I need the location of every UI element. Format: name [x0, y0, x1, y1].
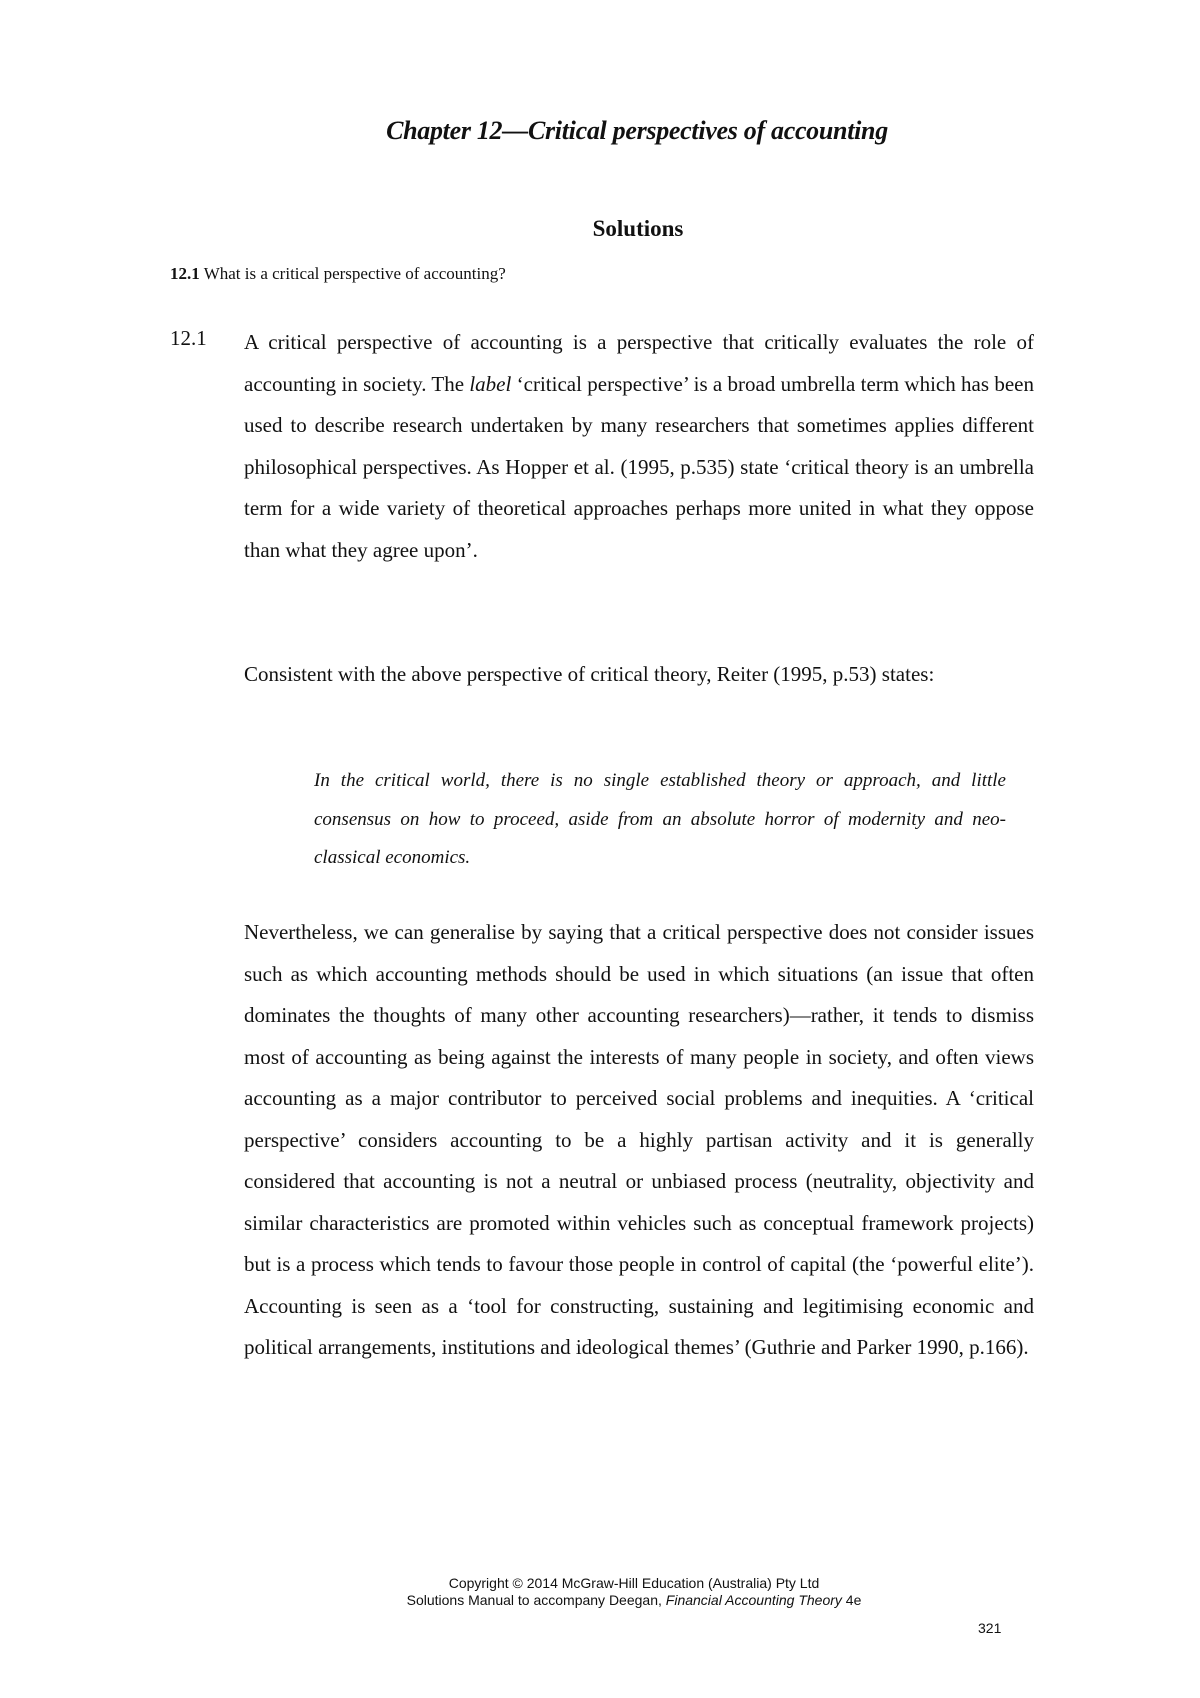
footer-manual-line [34, 1592, 1200, 1609]
footer-manual-suffix: 4e [841, 1592, 862, 1608]
page-footer [0, 1575, 1200, 1609]
page-number: 321 [978, 1620, 1002, 1636]
question-number: 12.1 [170, 264, 200, 283]
paragraph-1-start: A critical perspective of accounting is a perspective that critically evaluates the role of accounting in society. The [244, 330, 1034, 396]
answer-paragraph-2: Consistent with the above perspective of critical theory, Reiter (1995, p.53) states: [244, 662, 935, 686]
paragraph-1-italic-label: label [469, 371, 512, 396]
chapter-title: Chapter 12—Critical perspectives of accounting [386, 116, 888, 145]
answer-paragraph-3: Nevertheless, we can generalise by saying that a critical perspective does not consider issues such as which accounting methods should be used in which situations (an issue that often dominates the thoughts of many other accounting researchers)—rather, it tends to dismiss most of accounting as being against the interests of many people in society, and often views accounting as a major contributor to perceived social problems and inequities. A ‘critical perspective’ considers accounting to be a highly partisan activity and it is generally considered that accounting is not a neutral or unbiased process (neutrality, objectivity and similar characteristics are promoted within vehicles such as conceptual framework projects) but is a process which tends to favour those people in control of capital (the ‘powerful elite’). Accounting is seen as a ‘tool for constructing, sustaining and legitimising economic and political arrangements, institutions and ideological themes’ (Guthrie and Parker 1990, p.166). [244, 920, 1034, 1359]
footer-manual-title: Financial Accounting Theory [665, 1592, 842, 1608]
footer-manual-prefix: Solutions Manual to accompany Deegan, [406, 1592, 666, 1608]
question-text: What is a critical perspective of accounting? [199, 264, 506, 283]
question-line [170, 264, 506, 284]
footer-copyright: Copyright © 2014 McGraw-Hill Education (Australia) Pty Ltd [448, 1575, 820, 1591]
paragraph-1-rest: ‘critical perspective’ is a broad umbrella term which has been used to describe research undertaken by many researchers that sometimes applies different philosophical perspectives. As Hopper et al. (1995, p.535) state ‘critical theory is an umbrella term for a wide variety of theoretical approaches perhaps more united in what they oppose than what they agree upon’. [244, 371, 1034, 562]
answer-paragraph-1 [244, 322, 1034, 571]
block-quote: In the critical world, there is no single established theory or approach, and little consensus on how to proceed, aside from an absolute horror of modernity and neo-classical economics. [314, 770, 1006, 868]
answer-number: 12.1 [170, 326, 207, 350]
section-heading: Solutions [592, 216, 684, 241]
